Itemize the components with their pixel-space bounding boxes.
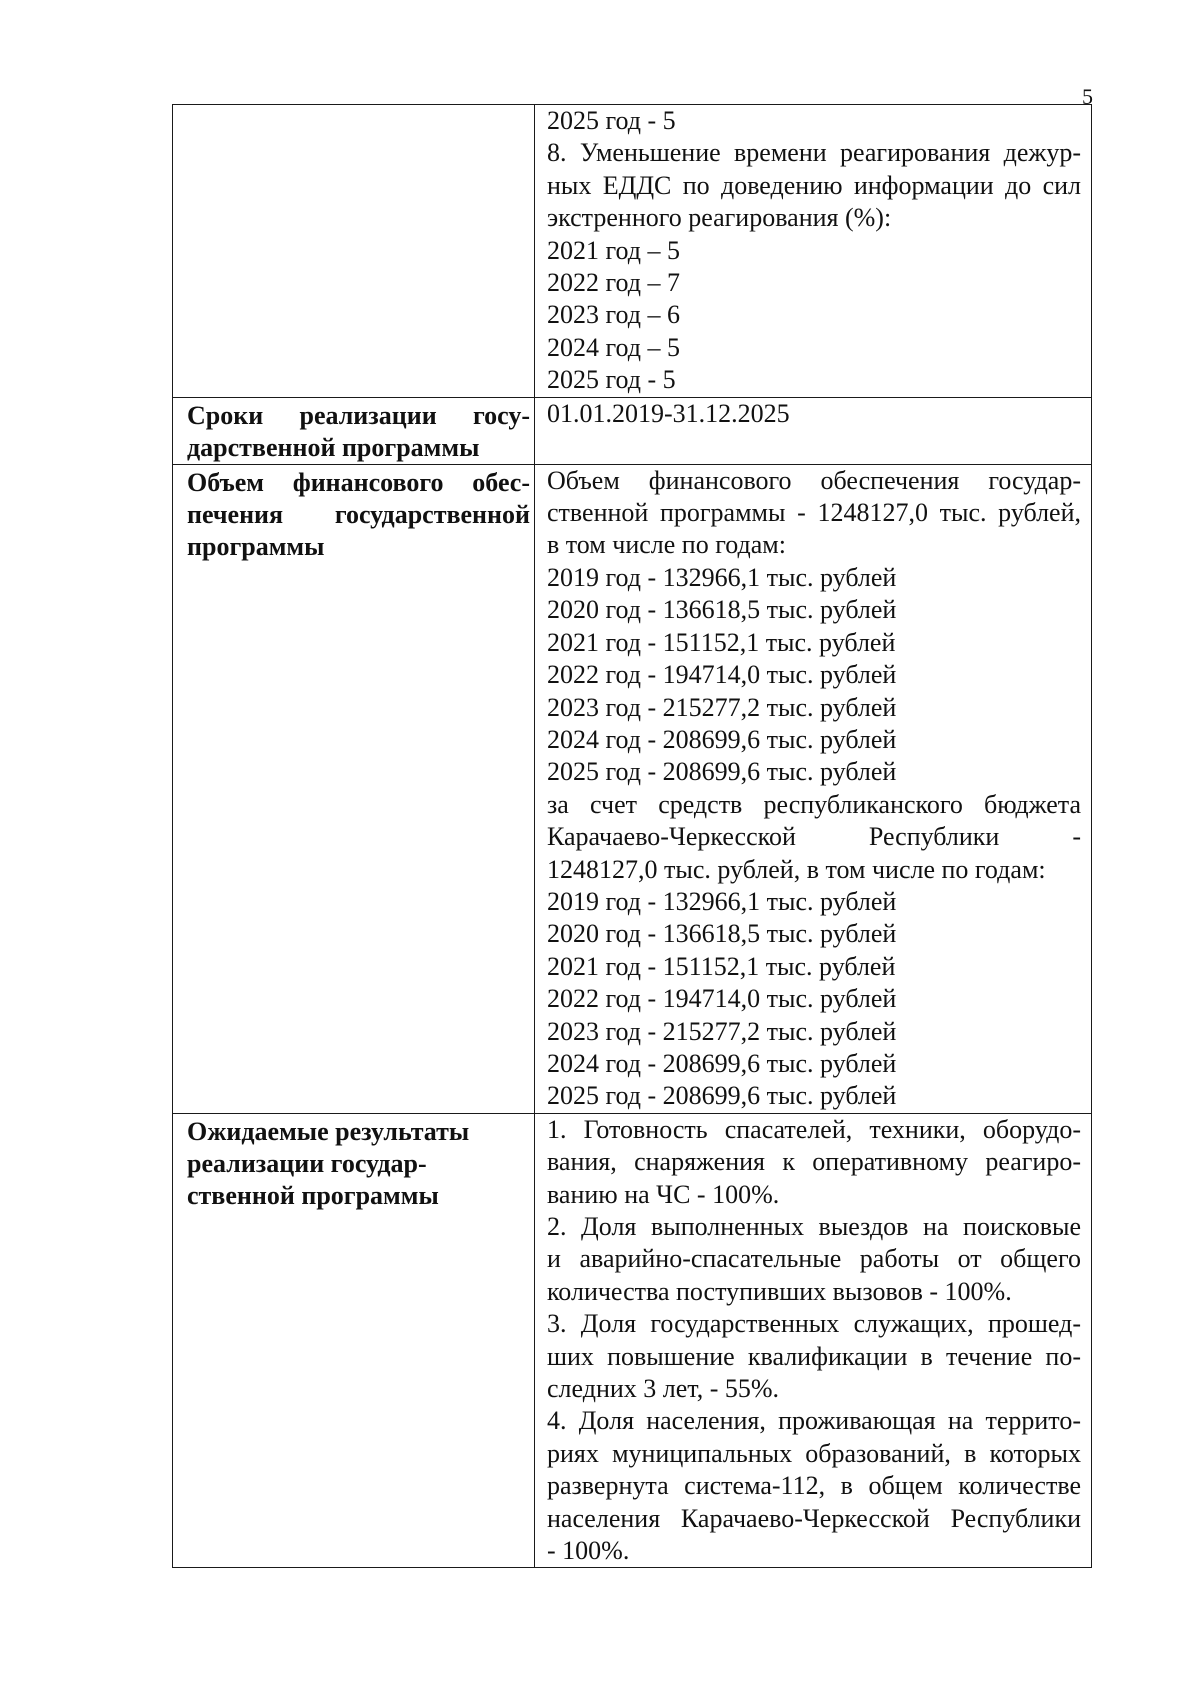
label-line: программы <box>187 531 325 561</box>
text-line: Карачаево-Черкесской Республики - <box>547 822 1081 852</box>
table-row-expected-results <box>173 1113 1092 1568</box>
row-content-indicators <box>535 105 1092 398</box>
text-line: количества поступивших вызовов - 100%. <box>547 1276 1012 1306</box>
text-line: 2025 год - 208699,6 тыс. рублей <box>547 757 897 787</box>
text-line: 8. Уменьшение времени реагирования дежур- <box>547 138 1081 168</box>
row-content-expected-results <box>535 1113 1092 1568</box>
text-line: 2019 год - 132966,1 тыс. рублей <box>547 562 897 592</box>
text-line: 2021 год – 5 <box>547 235 680 265</box>
row-label-expected-results <box>173 1113 535 1568</box>
label-line: печения государственной <box>187 499 530 529</box>
program-passport-table <box>172 104 1092 1568</box>
text-line: ных ЕДДС по доведению информации до сил <box>547 170 1081 200</box>
row-label-empty <box>173 105 535 398</box>
text-line: 2025 год - 5 <box>547 106 676 135</box>
text-line: в том числе по годам: <box>547 530 786 560</box>
row-content-financing <box>535 464 1092 1113</box>
text-line: риях муниципальных образований, в которых <box>547 1438 1081 1468</box>
table-row-financing <box>173 464 1092 1113</box>
text-line: 2019 год - 132966,1 тыс. рублей <box>547 886 897 916</box>
text-line: 2. Доля выполненных выездов на поисковые <box>547 1212 1081 1241</box>
table-row-implementation-period <box>173 397 1092 464</box>
text-line: экстренного реагирования (%): <box>547 203 892 233</box>
text-line: 2023 год - 215277,2 тыс. рублей <box>547 692 897 722</box>
text-line: 1248127,0 тыс. рублей, в том числе по годам: <box>547 854 1046 884</box>
label-line: ственной программы <box>187 1180 439 1210</box>
text-line: 2022 год – 7 <box>547 268 680 298</box>
text-line: 2020 год - 136618,5 тыс. рублей <box>547 919 897 949</box>
text-line: ственной программы - 1248127,0 тыс. рублей, <box>547 498 1081 528</box>
text-line: ванию на ЧС - 100%. <box>547 1179 780 1209</box>
text-line: - 100%. <box>547 1536 630 1566</box>
label-line: дарственной программы <box>187 432 480 462</box>
row-content-implementation-period <box>535 397 1092 464</box>
text-line: 2022 год - 194714,0 тыс. рублей <box>547 660 897 690</box>
row-label-implementation-period <box>173 397 535 464</box>
text-line: вания, снаряжения к оперативному реагиро- <box>547 1147 1081 1177</box>
text-line: 4. Доля населения, проживающая на террито- <box>547 1406 1081 1436</box>
text-line: 2025 год - 5 <box>547 365 676 395</box>
text-line: за счет средств республиканского бюджета <box>547 789 1081 819</box>
text-line: 2025 год - 208699,6 тыс. рублей <box>547 1081 897 1111</box>
text-line: населения Карачаево-Черкесской Республики <box>547 1503 1081 1533</box>
text-line: следних 3 лет, - 55%. <box>547 1374 780 1404</box>
text-line: Объем финансового обеспечения государ- <box>547 465 1081 495</box>
label-line: Объем финансового обес- <box>187 467 530 497</box>
text-line: 1. Готовность спасателей, техники, оборудо- <box>547 1114 1081 1144</box>
text-line: развернута система-112, в общем количестве <box>547 1471 1081 1501</box>
text-line: 2021 год - 151152,1 тыс. рублей <box>547 627 896 657</box>
text-line: 2024 год - 208699,6 тыс. рублей <box>547 1048 897 1078</box>
table-row-indicators-continued <box>173 105 1092 398</box>
text-line: ших повышение квалификации в течение по- <box>547 1341 1081 1371</box>
label-line: реализации государ- <box>187 1148 427 1178</box>
text-line: 2020 год - 136618,5 тыс. рублей <box>547 595 897 625</box>
label-line: Сроки реализации госу- <box>187 400 530 430</box>
text-line: 2023 год – 6 <box>547 300 680 330</box>
text-line: 2024 год – 5 <box>547 332 680 362</box>
label-line: Ожидаемые результаты <box>187 1116 470 1146</box>
text-line: 2023 год - 215277,2 тыс. рублей <box>547 1016 897 1046</box>
page-number: 5 <box>1082 84 1093 109</box>
row-label-financing <box>173 464 535 1113</box>
text-line: 01.01.2019-31.12.2025 <box>547 398 790 428</box>
text-line: 3. Доля государственных служащих, прошед- <box>547 1309 1081 1339</box>
text-line: 2024 год - 208699,6 тыс. рублей <box>547 724 897 754</box>
text-line: 2021 год - 151152,1 тыс. рублей <box>547 951 896 981</box>
text-line: и аварийно-спасательные работы от общего <box>547 1244 1081 1274</box>
text-line: 2022 год - 194714,0 тыс. рублей <box>547 984 897 1014</box>
